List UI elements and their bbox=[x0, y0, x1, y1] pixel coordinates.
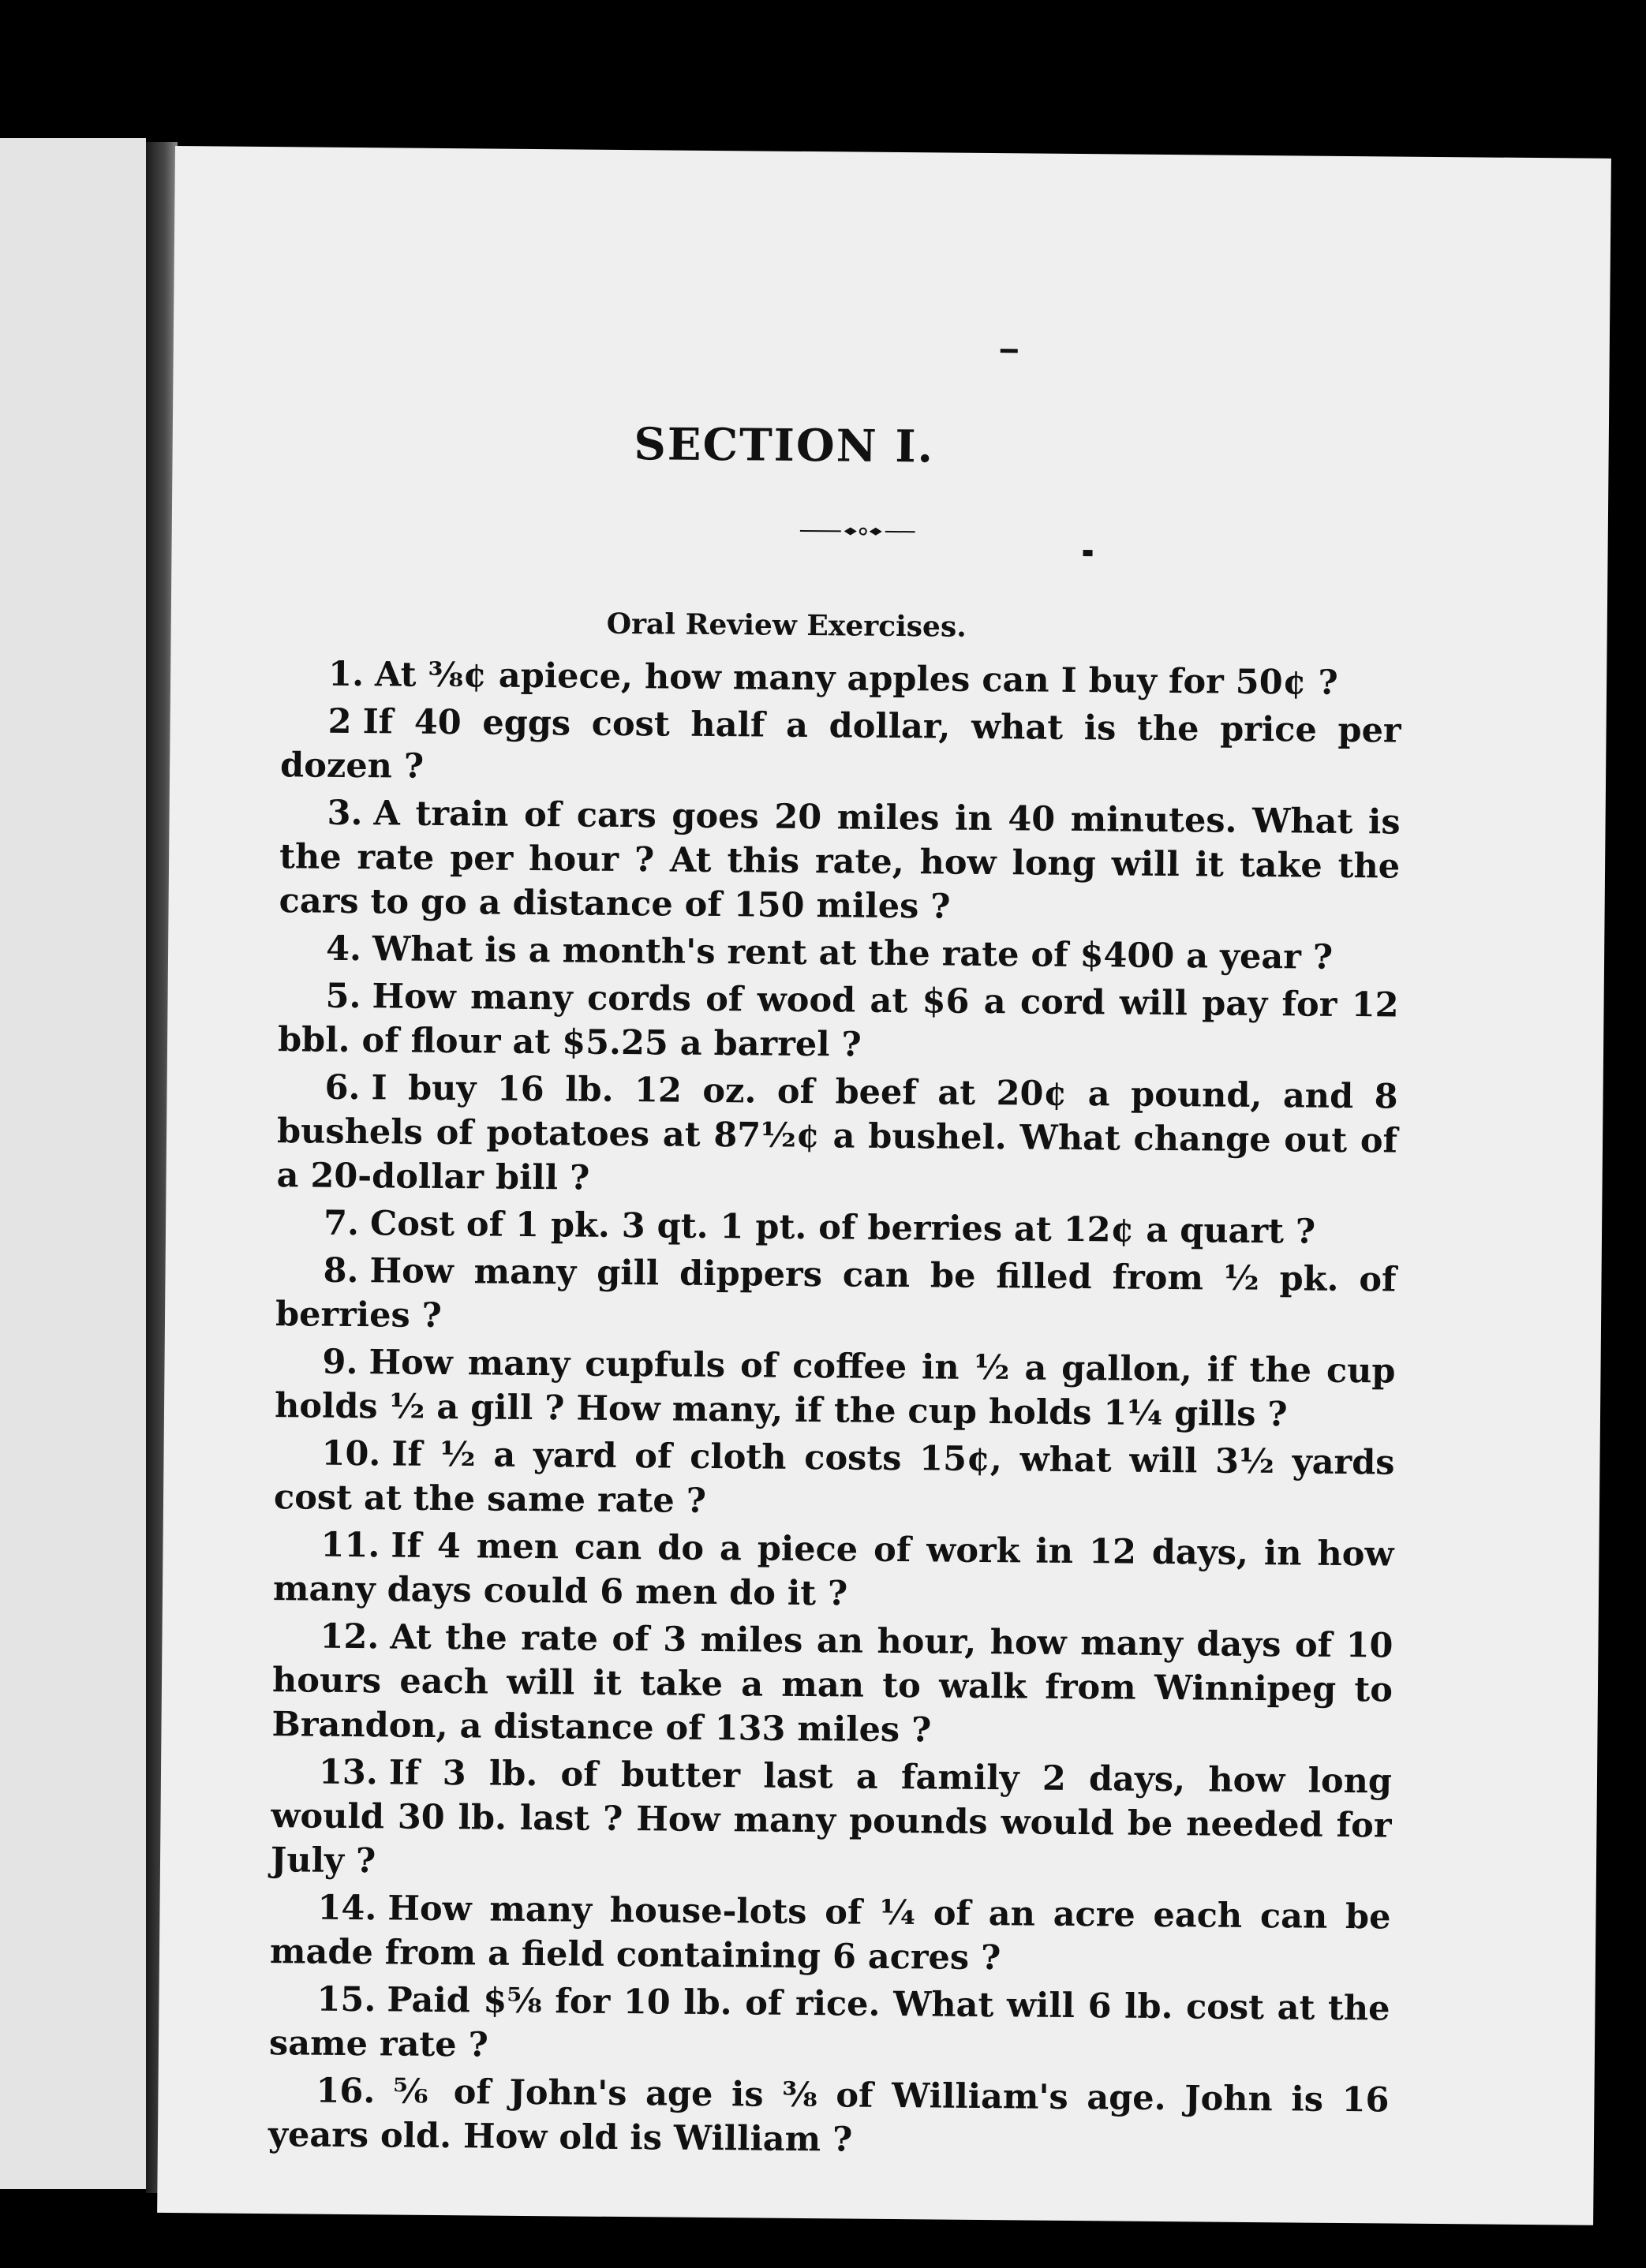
exercise-number: 14. bbox=[317, 1888, 377, 1929]
exercise-text: I buy 16 lb. 12 oz. of beef at 20¢ a pound, and 8 bushels of potatoes at 87½¢ a bushel. What change out of a 20-dollar bill ? bbox=[276, 1068, 1398, 1198]
print-mark bbox=[1001, 349, 1018, 353]
exercise-number: 7. bbox=[323, 1203, 360, 1244]
exercise-text: At ⅜¢ apiece, how many apples can I buy for 50¢ ? bbox=[374, 655, 1338, 703]
exercise-number: 16. bbox=[316, 2071, 376, 2112]
exercise-number: 5. bbox=[325, 976, 361, 1017]
exercise-number: 6. bbox=[324, 1067, 361, 1108]
exercise-text: Paid $⅝ for 10 lb. of rice. What will 6 lb. cost at the same rate ? bbox=[268, 1980, 1390, 2065]
exercise-item bbox=[276, 1201, 1397, 1254]
exercise-number: 8. bbox=[323, 1250, 359, 1291]
exercise-number: 15. bbox=[316, 1979, 376, 2020]
exercise-text: If 3 lb. of butter last a family 2 days, how long would 30 lb. last ? How many pounds would be needed for July ? bbox=[270, 1753, 1393, 1881]
exercise-item bbox=[271, 1750, 1392, 1892]
exercise-number: 4. bbox=[325, 928, 362, 970]
exercise-item bbox=[275, 1248, 1397, 1346]
exercise-item bbox=[268, 2068, 1390, 2166]
exercise-number: 2 bbox=[327, 701, 352, 742]
exercise-number: 13. bbox=[318, 1752, 379, 1793]
exercise-text: How many house-lots of ¼ of an acre each can be made from a field containing 6 acres ? bbox=[269, 1889, 1391, 1978]
exercise-text: How many gill dippers can be filled from ½ pk. of berries ? bbox=[275, 1251, 1397, 1336]
facing-page-edge bbox=[0, 138, 146, 2189]
exercise-number: 12. bbox=[320, 1616, 380, 1657]
exercise-item bbox=[278, 973, 1399, 1071]
exercise-item bbox=[271, 1614, 1393, 1756]
exercise-item bbox=[274, 1431, 1395, 1529]
exercise-item bbox=[279, 926, 1399, 980]
exercise-text: How many cupfuls of coffee in ½ a gallon, if the cup holds ½ a gill ? How many, if the cup holds 1¼ gills ? bbox=[274, 1343, 1396, 1435]
exercise-number: 11. bbox=[320, 1525, 380, 1566]
exercise-number: 1. bbox=[327, 654, 365, 695]
ornament-divider bbox=[800, 523, 915, 540]
exercises-heading: Oral Review Exercises. bbox=[606, 607, 967, 644]
exercise-item bbox=[273, 1523, 1394, 1620]
exercise-text: If 4 men can do a piece of work in 12 days, in how many days could 6 men do it ? bbox=[272, 1526, 1394, 1614]
exercise-text: ⅚ of John's age is ⅜ of William's age. John is 16 years old. How old is William ? bbox=[267, 2072, 1390, 2160]
exercise-item bbox=[275, 1340, 1396, 1437]
print-speck bbox=[1083, 550, 1093, 556]
exercise-item bbox=[270, 1885, 1391, 1983]
exercise-list bbox=[268, 652, 1402, 2169]
exercise-number: 3. bbox=[327, 793, 363, 834]
book-page bbox=[157, 146, 1611, 2225]
exercise-text: What is a month's rent at the rate of $400 a year ? bbox=[372, 929, 1334, 977]
exercise-item bbox=[279, 790, 1400, 932]
exercise-text: At the rate of 3 miles an hour, how many days of 10 hours each will it take a man to walk from Winnipeg to Brandon, a distance of 133 miles ? bbox=[271, 1617, 1393, 1751]
exercise-text: A train of cars goes 20 miles in 40 minutes. What is the rate per hour ? At this rate, how long will it take the cars to go a distance of 150 miles ? bbox=[279, 794, 1401, 927]
exercise-text: If ½ a yard of cloth costs 15¢, what will 3½ yards cost at the same rate ? bbox=[273, 1434, 1395, 1521]
exercise-item bbox=[269, 1977, 1390, 2075]
exercise-text: How many cords of wood at $6 a cord will pay for 12 bbl. of flour at $5.25 a barrel ? bbox=[277, 977, 1399, 1065]
exercise-number: 9. bbox=[322, 1342, 358, 1383]
exercise-item bbox=[281, 652, 1401, 705]
section-title: SECTION I. bbox=[634, 418, 935, 473]
exercise-number: 10. bbox=[321, 1433, 381, 1474]
exercise-item bbox=[280, 699, 1401, 797]
exercise-text: Cost of 1 pk. 3 qt. 1 pt. of berries at 12¢ a quart ? bbox=[369, 1204, 1316, 1252]
exercise-text: If 40 eggs cost half a dollar, what is the price per dozen ? bbox=[279, 702, 1401, 787]
exercise-item bbox=[276, 1065, 1397, 1207]
